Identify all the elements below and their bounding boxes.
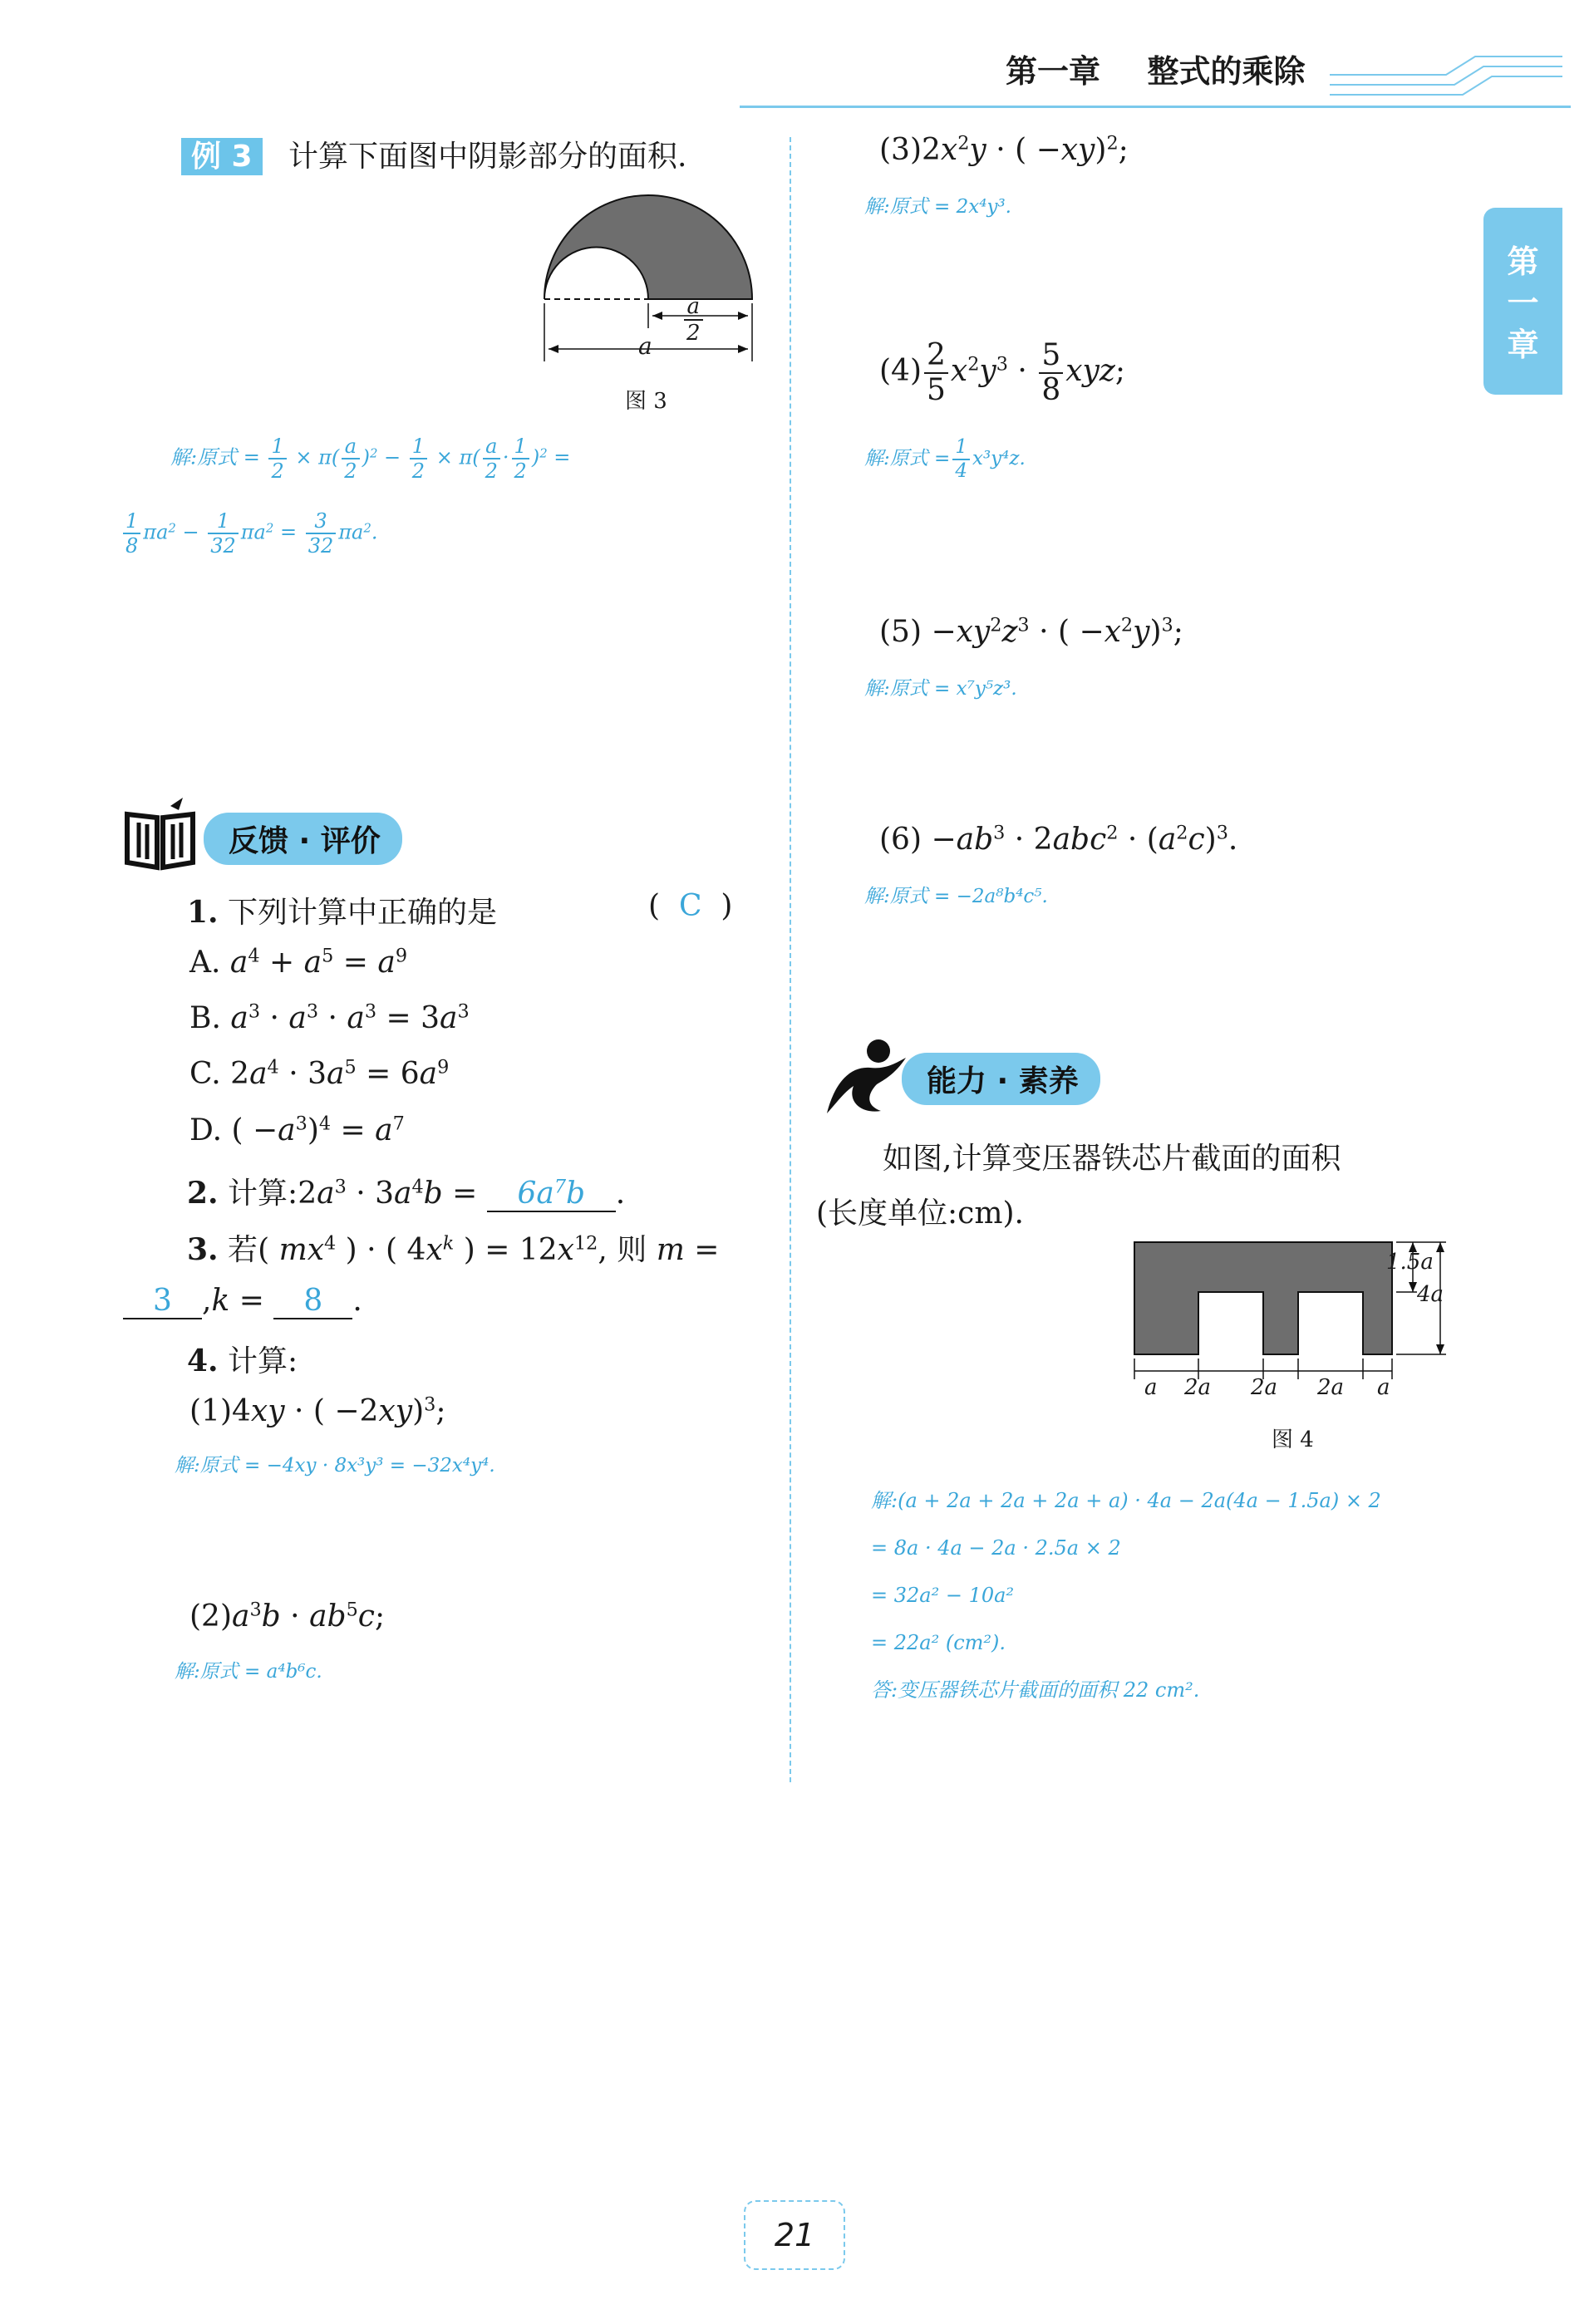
q4-part5-solution: 解:原式 = x⁷y⁵z³. — [864, 678, 1017, 700]
dim-label: 2a — [1184, 1375, 1212, 1400]
q2-answer-blank — [487, 1177, 616, 1212]
exponent: 2 — [369, 445, 378, 461]
question-4 — [187, 1338, 298, 1380]
chapter-label: 第一章 — [1006, 53, 1101, 90]
question-3: 3. 若( $mx^4$ ) · ( $4x^k$ ) = $12x^{12}$, 则 m = — [187, 1232, 720, 1267]
q2-answer-exp: 7 — [553, 1176, 567, 1198]
side-chapter-tab — [1483, 208, 1562, 395]
q4-part1-solution: 解:原式 = −4xy · 8x³y³ = −32x⁴y⁴. — [175, 1455, 495, 1476]
part-label: (6) — [879, 823, 922, 857]
q1-answer: C — [678, 889, 702, 923]
exponent: 2 — [363, 520, 371, 536]
frac-num: 3 — [306, 511, 337, 534]
q1-text: 下列计算中正确的是 — [228, 896, 498, 930]
part-label: (5) — [879, 615, 922, 649]
q3-m: m — [656, 1233, 685, 1267]
frac-den: 5 — [927, 373, 946, 407]
frac-den: 32 — [307, 534, 334, 558]
frac-den: 2 — [271, 459, 284, 483]
solution-line: 答:变压器铁芯片截面的面积 22 cm². — [871, 1678, 1200, 1702]
side-tab-char-2: 一 — [1507, 285, 1539, 322]
frac-num: 1 — [410, 436, 427, 459]
q4-part6-solution: 解:原式 = −2a⁸b⁴c⁵. — [864, 886, 1048, 907]
q1-option-b: B. $a^3 \cdot a^3 \cdot a^3 = 3a^3$ — [189, 1000, 470, 1035]
frac-den: 32 — [210, 534, 236, 558]
frac-den: 2 — [686, 321, 701, 346]
q4-part6: $(6) -ab^3 \cdot 2abc^2 \cdot (a^2c)^3$. — [879, 822, 1238, 857]
dim-label: 2a — [1317, 1375, 1345, 1400]
frac-den: 8 — [125, 534, 139, 558]
q3-k-answer: 8 — [303, 1284, 323, 1318]
figure3-label-a: a — [638, 332, 652, 360]
solution-rest: x³y⁴z. — [972, 448, 1026, 469]
frac-num: 5 — [1039, 341, 1063, 374]
feedback-section-title: 反馈 · 评价 — [204, 813, 402, 865]
q2-answer: 6a — [517, 1177, 554, 1211]
pi-symbol: π — [338, 520, 352, 544]
q3-k: k — [211, 1284, 230, 1318]
q3-k-blank — [273, 1284, 352, 1319]
solution-prefix: 解:原式 = — [864, 448, 951, 469]
option-letter: A. — [189, 946, 221, 980]
ability-section-title: 能力 · 素养 — [902, 1053, 1100, 1105]
q1-number: 1. — [187, 895, 219, 930]
q4-part1: (1)4xy · ( −2xy)$^3$; — [189, 1393, 446, 1428]
open-book-icon — [121, 798, 199, 872]
pi-symbol: π — [240, 520, 254, 544]
q4-part4-solution — [864, 438, 1026, 481]
q1-option-d: D. ( $-a^3)^4 = a^7$ — [189, 1113, 405, 1147]
q2-text: 计算: — [228, 1177, 298, 1211]
running-figure-icon — [819, 1034, 910, 1118]
dim-label: a — [1377, 1375, 1390, 1400]
q3-then: 则 — [617, 1233, 647, 1267]
q3-number: 3. — [187, 1232, 219, 1267]
question-1 — [187, 889, 752, 931]
q4-number: 4. — [187, 1344, 219, 1378]
ability-question-line1: 如图,计算变压器铁芯片截面的面积 — [883, 1142, 1341, 1176]
var-a: a — [156, 520, 169, 544]
column-divider — [790, 137, 791, 1782]
part-label: (3) — [879, 133, 922, 167]
q1-option-c: C. $2a^4 \cdot 3a^5 = 6a^9$ — [189, 1056, 450, 1091]
solution-line: = 8a · 4a − 2a · 2.5a × 2 — [871, 1536, 1121, 1560]
q3-m-answer: 3 — [153, 1284, 172, 1318]
frac-num: 1 — [512, 436, 529, 459]
frac-den: 8 — [1041, 373, 1061, 407]
ability-solution — [871, 1477, 1381, 1714]
q4-part4: (4) $\frac{2}{5}$ $x^2y^3$ · $\frac{5}{8}$ xyz; — [879, 338, 1125, 407]
example3-question: 计算下面图中阴影部分的面积. — [288, 140, 687, 174]
ability-question-line2: (长度单位:cm). — [816, 1196, 1024, 1231]
page-number: 21 — [774, 2217, 815, 2253]
mul-sign: × — [295, 445, 312, 469]
dim-label: a — [1144, 1375, 1158, 1400]
page-number-box — [744, 2200, 845, 2270]
q2-number: 2. — [187, 1176, 219, 1211]
question-3-answers: 3 ,k = 8 . — [123, 1284, 362, 1319]
solution-prefix: 解:原式 — [170, 445, 238, 469]
frac-den: 2 — [514, 459, 527, 483]
q4-part3: $(3)2x^2y$ · ( −xy)$^2$; — [879, 132, 1129, 167]
q4-part3-solution: 解:原式 = 2x⁴y³. — [864, 196, 1011, 218]
example3-solution-line1: 解:原式 = $\frac{1}{2}$ × π( $\frac{a}{2}$ )$^2$ − $\frac{1}{2}$ × π( $\frac{a}{2}$ · $\frac{1}{2}$ )$^2$ = — [170, 435, 571, 483]
option-letter: C. — [189, 1057, 221, 1091]
side-tab-char-3: 章 — [1507, 327, 1539, 363]
figure4-dim-1-5a: 1.5a — [1386, 1250, 1434, 1275]
part-label: (1) — [189, 1394, 232, 1428]
var-a: a — [352, 520, 364, 544]
pi-symbol: π — [459, 445, 473, 469]
side-tab-char-1: 第 — [1507, 243, 1539, 280]
frac-num: a — [342, 436, 359, 459]
exponent: 2 — [168, 520, 176, 536]
example3-solution-line2: $\frac{1}{8}$ $\pi a^2$ − $\frac{1}{32}$ $\pi a^2$ = $\frac{3}{32}$ $\pi a^2$. — [121, 511, 377, 556]
part-label: (2) — [189, 1599, 232, 1634]
frac-den: 4 — [955, 460, 967, 482]
solution-line: = 32a² − 10a² — [871, 1584, 1015, 1607]
example3-header — [181, 133, 687, 175]
q4-part2: $(2)a^3b \cdot ab^5c$; — [189, 1599, 386, 1634]
frac-num: 1 — [208, 511, 239, 534]
exponent: 2 — [539, 445, 548, 461]
part-label: (4) — [879, 354, 922, 388]
var-a: a — [253, 520, 266, 544]
frac-num: a — [684, 296, 703, 321]
header-bar — [731, 46, 1562, 112]
frac-num: a — [483, 436, 500, 459]
frac-num: 2 — [924, 341, 948, 374]
question-2: 2. 计算$:2a^3 \cdot 3a^4b = 6a^7b$ . — [187, 1176, 626, 1211]
q4-part2-solution: 解:原式 = a⁴b⁶c. — [175, 1661, 322, 1683]
frac-num: 1 — [268, 436, 286, 459]
q4-part5: $(5) -xy^2z^3$ · ( $-x^2y)^3$; — [879, 614, 1183, 649]
frac-den: 2 — [485, 459, 498, 483]
solution-line: 解:(a + 2a + 2a + 2a + a) · 4a − 2a(4a − 1.5a) × 2 — [871, 1489, 1381, 1512]
chapter-title: 整式的乘除 — [1147, 53, 1306, 90]
frac-den: 2 — [411, 459, 426, 483]
solution-line: = 22a² (cm²). — [871, 1631, 1006, 1654]
exponent: 2 — [265, 520, 274, 536]
q2-answer-b: b — [566, 1177, 586, 1211]
header-decoration-lines — [1330, 50, 1562, 108]
figure4-caption: 图 4 — [1272, 1427, 1314, 1452]
q4-text: 计算: — [228, 1344, 298, 1378]
q3-text: 若 — [228, 1233, 258, 1267]
figure3-caption: 图 3 — [625, 389, 667, 414]
q1-option-a: A. $a^4 + a^5 = a^9$ — [189, 945, 408, 980]
figure4-dim-4a: 4a — [1417, 1282, 1444, 1307]
option-letter: B. — [189, 1001, 221, 1035]
q3-m-blank — [123, 1284, 202, 1319]
header-title — [1006, 46, 1306, 91]
frac-num: 1 — [123, 511, 140, 534]
q1-answer-paren: ( C ) — [648, 889, 733, 923]
frac-den: 2 — [344, 459, 357, 483]
pi-symbol: π — [143, 520, 157, 544]
figure3-label-a-half — [681, 296, 706, 344]
frac-num: 1 — [952, 438, 970, 460]
option-letter: D. — [189, 1113, 223, 1147]
example3-tag: 例 3 — [181, 138, 263, 175]
dim-label: 2a — [1251, 1375, 1278, 1400]
mul-sign: × — [435, 445, 453, 469]
pi-symbol: π — [318, 445, 332, 469]
